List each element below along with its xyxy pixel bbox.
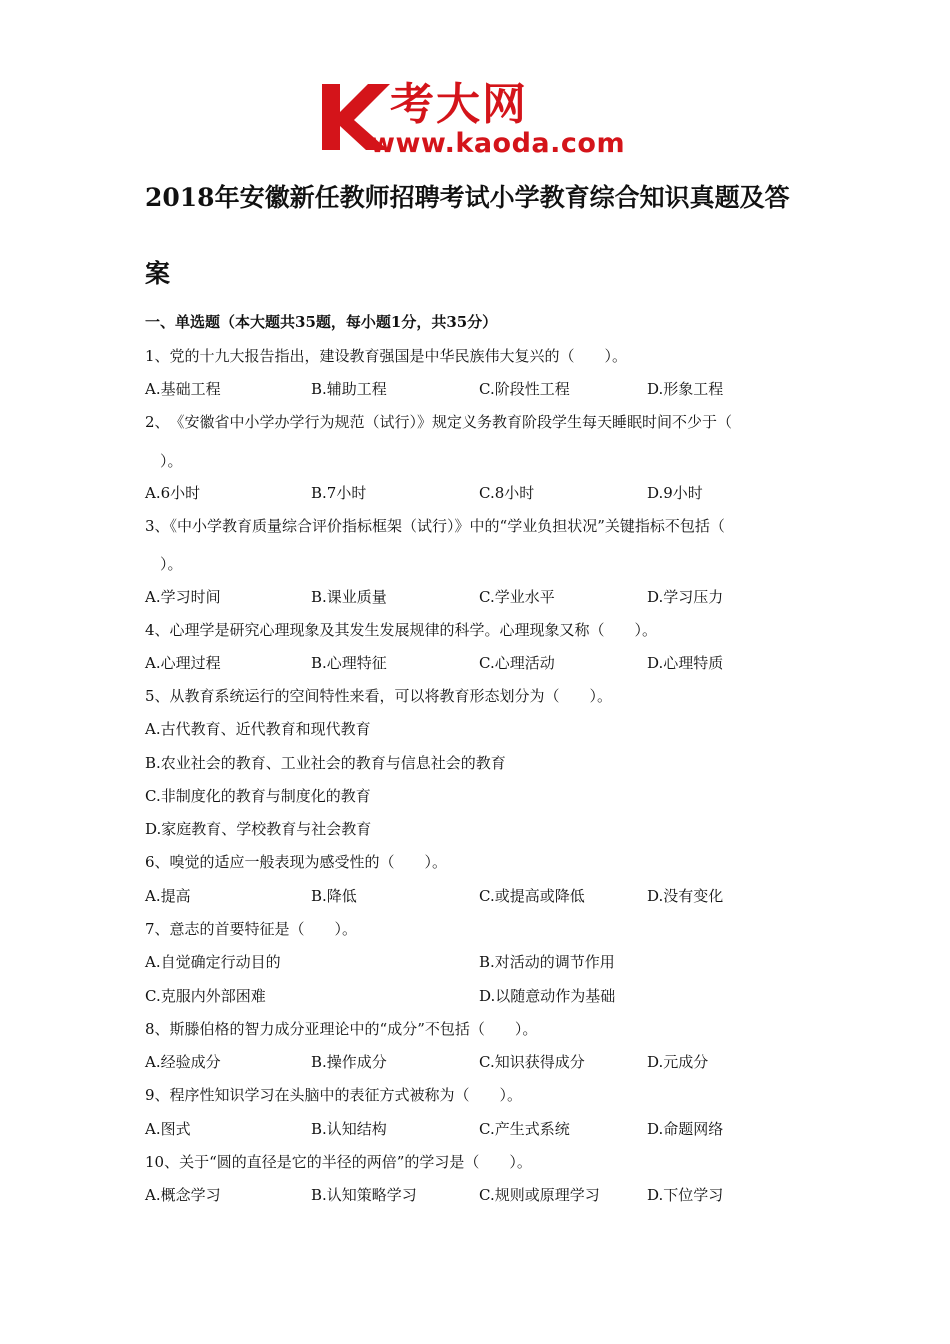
option-c: C.学业水平 [479,588,555,606]
question-stem: 9、程序性知识学习在头脑中的表征方式被称为（ ）。 [145,1086,523,1104]
question-stem: 6、嗅觉的适应一般表现为感受性的（ ）。 [145,853,448,871]
section-heading: 一、单选题（本大题共35题，每小题1分，共35分） [145,313,498,331]
option-a: A.6小时 [145,484,201,502]
document-title-line1: 2018年安徽新任教师招聘考试小学教育综合知识真题及答 [145,183,790,212]
option-b: B.课业质量 [311,588,387,606]
question-stem-continued: ）。 [145,555,183,573]
question-stem: 2、 《安徽省中小学办学行为规范（试行）》规定义务教育阶段学生每天睡眠时间不少于（ [145,413,733,431]
option-a: A.自觉确定行动目的 [145,953,281,971]
option-d: D.以随意动作为基础 [479,987,616,1005]
option-d: D.家庭教育、学校教育与社会教育 [145,820,372,838]
option-b: B.对活动的调节作用 [479,953,615,971]
option-c: C.知识获得成分 [479,1053,585,1071]
option-b: B.7小时 [311,484,367,502]
option-c: C.阶段性工程 [479,380,570,398]
option-d: D.元成分 [647,1053,709,1071]
logo-name: 考大网 [390,79,528,130]
question-stem: 7、意志的首要特征是（ ）。 [145,920,358,938]
option-d: D.下位学习 [647,1186,724,1204]
option-c: C.8小时 [479,484,535,502]
option-b: B.辅助工程 [311,380,387,398]
option-a: A.学习时间 [145,588,221,606]
kaoda-logo [318,80,638,160]
option-c: C.产生式系统 [479,1120,570,1138]
option-b: B.心理特征 [311,654,387,672]
option-c: C.规则或原理学习 [479,1186,600,1204]
option-a: A.基础工程 [145,380,221,398]
option-d: D.学习压力 [647,588,724,606]
option-c: C.心理活动 [479,654,555,672]
option-c: C.或提高或降低 [479,887,585,905]
option-a: A.提高 [145,887,191,905]
question-stem: 1、党的十九大报告指出，建设教育强国是中华民族伟大复兴的（ ）。 [145,347,628,365]
document-title-line2: 案 [145,259,171,288]
option-d: D.命题网络 [647,1120,724,1138]
question-stem: 5、从教育系统运行的空间特性来看，可以将教育形态划分为（ ）。 [145,687,613,705]
question-stem: 4、心理学是研究心理现象及其发生发展规律的科学。心理现象又称（ ）。 [145,621,658,639]
question-stem: 3、《中小学教育质量综合评价指标框架（试行）》中的“学业负担状况”关键指标不包括（ [145,517,725,535]
logo-url: www.kaoda.com [370,128,626,159]
option-c: C.非制度化的教育与制度化的教育 [145,787,371,805]
option-b: B.降低 [311,887,357,905]
option-b: B.操作成分 [311,1053,387,1071]
option-a: A.概念学习 [145,1186,221,1204]
question-stem: 10、关于“圆的直径是它的半径的两倍”的学习是（ ）。 [145,1153,532,1171]
question-stem: 8、斯滕伯格的智力成分亚理论中的“成分”不包括（ ）。 [145,1020,538,1038]
option-c: C.克服内外部困难 [145,987,266,1005]
option-d: D.9小时 [647,484,703,502]
option-b: B.认知结构 [311,1120,387,1138]
option-d: D.心理特质 [647,654,724,672]
option-a: A.古代教育、近代教育和现代教育 [145,720,371,738]
option-a: A.心理过程 [145,654,221,672]
option-b: B.认知策略学习 [311,1186,417,1204]
question-stem-continued: ）。 [145,452,183,470]
option-a: A.经验成分 [145,1053,221,1071]
option-a: A.图式 [145,1120,191,1138]
option-b: B.农业社会的教育、工业社会的教育与信息社会的教育 [145,754,506,772]
option-d: D.没有变化 [647,887,724,905]
option-d: D.形象工程 [647,380,724,398]
